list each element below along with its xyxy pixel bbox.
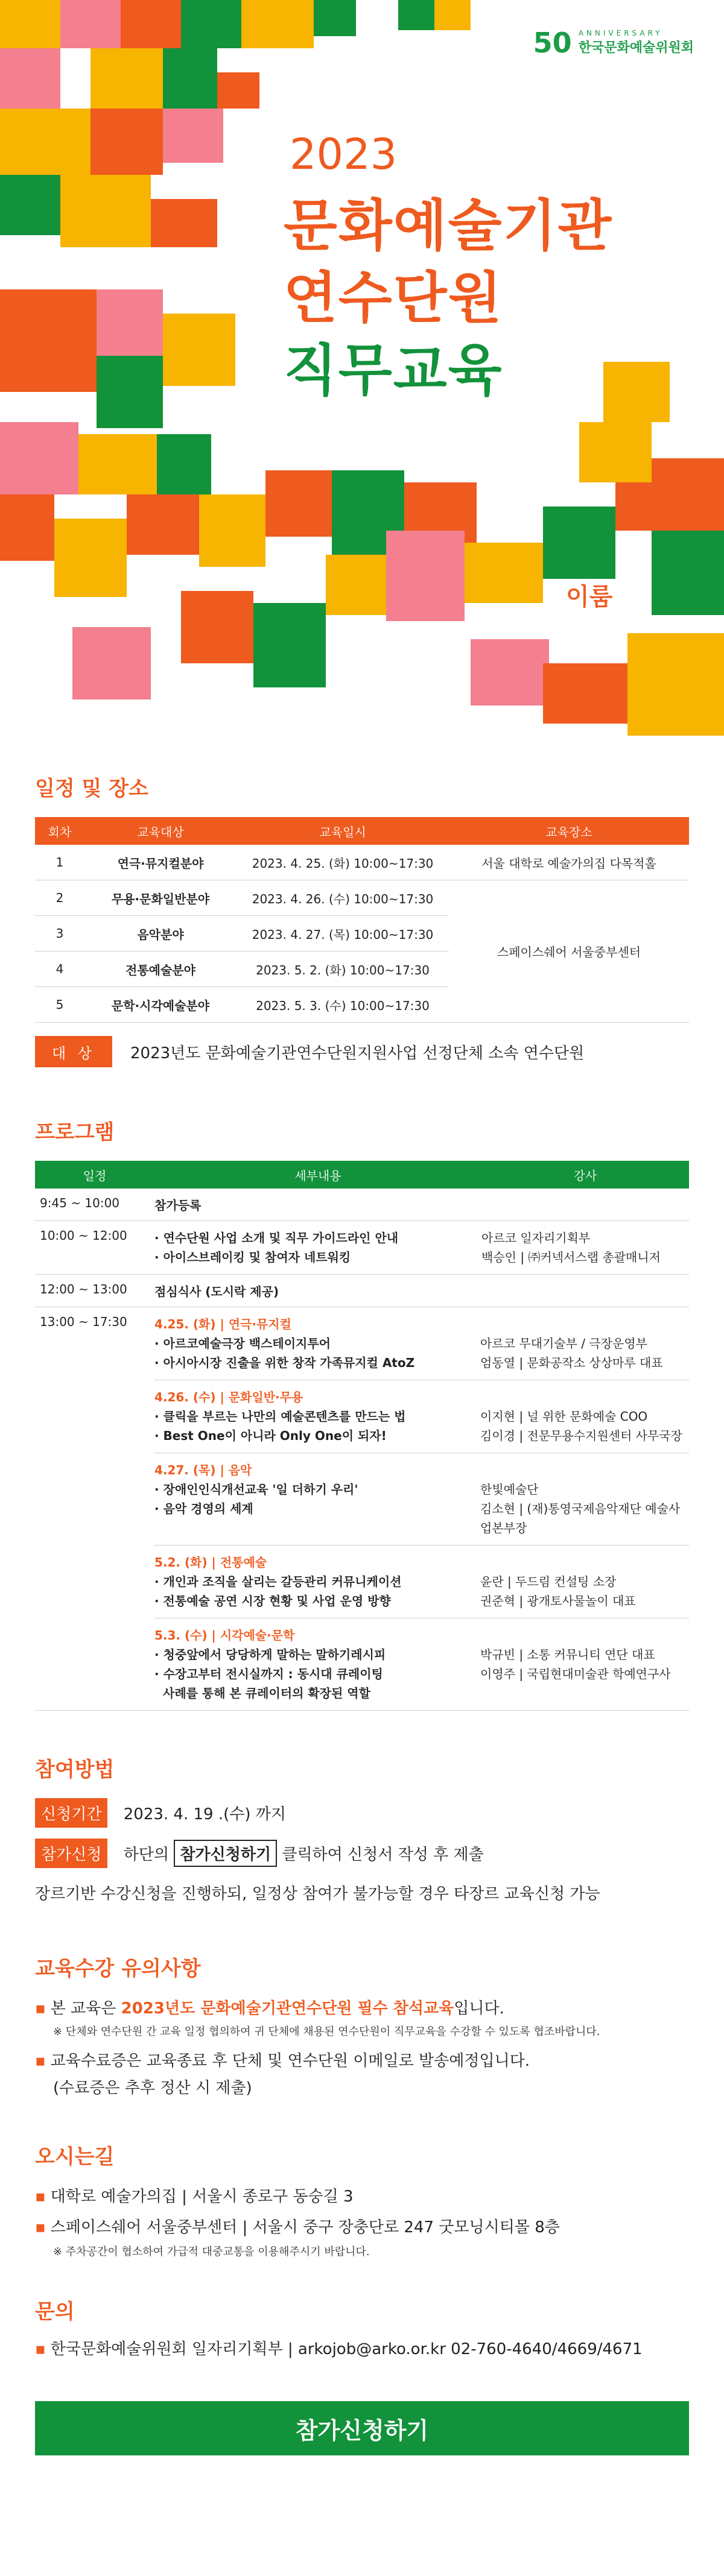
deco-block — [72, 627, 151, 699]
deco-block — [253, 603, 326, 687]
deco-block — [199, 494, 265, 567]
table-row: 12:00 ~ 13:00 점심식사 (도시락 제공) — [35, 1275, 689, 1307]
apply-inline-button[interactable]: 참가신청하기 — [174, 1840, 277, 1867]
deco-block — [163, 109, 223, 163]
col-header: 교육대상 — [84, 817, 237, 845]
target-label: 대 상 — [35, 1036, 112, 1067]
apply-button[interactable]: 참가신청하기 — [35, 2401, 689, 2455]
table-row: 1 연극·뮤지컬분야 2023. 4. 25. (화) 10:00~17:30 서울 대학로 예술가의집 다목적홀 — [35, 845, 689, 880]
deco-block — [265, 470, 332, 537]
deco-block — [54, 519, 127, 597]
participation-heading: 참여방법 — [35, 1758, 115, 1782]
deco-block — [0, 175, 60, 235]
col-header: 세부내용 — [154, 1161, 481, 1189]
apply-tag: 참가신청 — [35, 1839, 107, 1868]
hero-title-line1: 문화예술기관 — [284, 194, 613, 258]
deco-block — [157, 434, 211, 494]
deco-block — [78, 434, 157, 494]
table-row: 3 음악분야 2023. 4. 27. (목) 10:00~17:30 — [35, 916, 689, 952]
deco-block — [627, 633, 724, 736]
deco-block — [181, 591, 253, 663]
table-row: 13:00 ~ 17:30 4.25. (화) | 연극·뮤지컬 · 아르코예술극장 백스테이지투어 · 아시아시장 진출을 위한 창작 가족뮤지컬 AtoZ 아르코 무대기술부 / 극장운영부 엄동열 | 문화공작소 상상마루 대표 4.26. (수) | 문화일반·무용 · 클릭을 부르는 나만의 예술콘텐츠를 만드는 법 · Best One이 아니라 Only One이 되자! 이지현 | 널 위한 문화예술 COO 김이경 | 전문무용수지원센터 사무국장 4.27. (목) | 음악 · 장애인인식개선교육 '일 더하기 우리' · 음악 경영의 세계 한빛예술단 김소현 | (재)통영국제음악재단 예술사업본부장 5.2. (화) | 전통예술 · 개인과 조직을 살리는 갈등관리 커뮤니케이션 · 전통예술 공연 시장 현황 및 사업 운영 방향 윤란 | 두드림 컨설팅 소장 권준혁 | 광개토사물놀이 대표 5.3. (수) | 시각예술·문학 · 청중앞에서 당당하게 말하는 말하기레시피 · 수장고부터 전시실까지 : 동시대 큐레이팅 사례를 통해 본 큐레이터의 확장된 역할 박규빈 | 소통 커뮤니티 연단 대표 이영주 | 국립현대미술관 학예연구사 — [35, 1307, 689, 1711]
deco-block — [181, 0, 241, 48]
directions-heading: 오시는길 — [35, 2145, 115, 2169]
period-value: 2023. 4. 19 .(수) 까지 — [123, 1805, 287, 1823]
deco-block — [60, 175, 151, 247]
table-row: 5 문학·시각예술분야 2023. 5. 3. (수) 10:00~17:30 — [35, 987, 689, 1023]
deco-block — [579, 422, 652, 482]
col-header: 강사 — [481, 1161, 689, 1189]
col-header: 교육일시 — [237, 817, 449, 845]
table-row: 4 전통예술분야 2023. 5. 2. (화) 10:00~17:30 — [35, 952, 689, 987]
deco-block — [465, 543, 543, 603]
deco-block — [97, 356, 163, 428]
deco-block — [434, 0, 471, 30]
deco-block — [0, 48, 60, 109]
bullet-icon: ▪ — [35, 2340, 46, 2358]
program-section — [0, 1116, 724, 1711]
deco-block — [60, 0, 121, 48]
contact-heading: 문의 — [35, 2300, 75, 2324]
notice-heading: 교육수강 유의사항 — [35, 1957, 201, 1981]
table-row: 10:00 ~ 12:00 · 연수단원 사업 소개 및 직무 가이드라인 안내 · 아이스브레이킹 및 참여자 네트워킹 아르코 일자리기획부 백승인 | ㈜커넥서스랩 총괄매니저 — [35, 1221, 689, 1275]
deco-block — [0, 109, 91, 175]
deco-block — [0, 422, 78, 494]
bullet-icon: ▪ — [35, 2188, 46, 2206]
schedule-section — [0, 772, 724, 1067]
schedule-table — [35, 817, 689, 1023]
directions-section: 오시는길 ▪ 대학로 예술가의집 | 서울시 종로구 동숭길 3 ▪ 스페이스쉐어 서울중부센터 | 서울시 중구 장충단로 247 굿모닝시티몰 8층 ※ 주차공간이 협소하여 가급적 대중교통을 이용해주시기 바랍니다. — [0, 2140, 724, 2259]
arko-50th-logo — [533, 26, 694, 59]
participation-note: 장르기반 수강신청을 진행하되, 일정상 참여가 불가능할 경우 타장르 교육신청 가능 — [35, 1885, 600, 1903]
table-row: 9:45 ~ 10:00 참가등록 — [35, 1189, 689, 1221]
deco-block — [326, 555, 386, 615]
participation-section: 참여방법 신청기간 2023. 4. 19 .(수) 까지 참가신청 하단의 참가신청하기 클릭하여 신청서 작성 후 제출 장르기반 수강신청을 진행하되, 일정상 참여가 불가능할 경우 타장르 교육신청 가능 — [0, 1753, 724, 1904]
deco-block — [652, 531, 724, 615]
bullet-icon: ▪ — [35, 2218, 46, 2237]
logo-anniversary: ANNIVERSARY — [578, 29, 663, 37]
deco-block — [398, 0, 434, 30]
deco-block — [91, 109, 163, 175]
hero-title-line2: 연수단원 — [284, 266, 503, 330]
col-header: 교육장소 — [449, 817, 689, 845]
iroom-badge: 이룸 — [566, 583, 613, 611]
program-heading: 프로그램 — [35, 1120, 115, 1144]
program-table — [35, 1161, 689, 1711]
deco-block — [543, 507, 615, 579]
deco-block — [0, 289, 97, 392]
deco-block — [241, 0, 314, 48]
deco-block — [471, 639, 549, 706]
schedule-heading: 일정 및 장소 — [35, 777, 148, 801]
table-row: 2 무용·문화일반분야 2023. 4. 26. (수) 10:00~17:30 스페이스쉐어 서울중부센터 — [35, 880, 689, 916]
logo-mark: 50 — [533, 26, 572, 59]
deco-block — [0, 0, 60, 48]
target-row — [35, 1036, 689, 1067]
deco-block — [314, 0, 356, 36]
bullet-icon: ▪ — [35, 2052, 46, 2070]
deco-block — [386, 531, 465, 621]
deco-block — [127, 494, 199, 555]
deco-block — [0, 494, 54, 561]
col-header: 일정 — [35, 1161, 154, 1189]
target-value: 2023년도 문화예술기관연수단원지원사업 선정단체 소속 연수단원 — [130, 1044, 585, 1062]
bullet-icon: ▪ — [35, 2000, 46, 2018]
contact-section: 문의 ▪ 한국문화예술위원회 일자리기획부 | arkojob@arko.or.kr 02-760-4640/4669/4671 — [0, 2295, 724, 2359]
hero-year: 2023 — [290, 130, 398, 179]
deco-block — [163, 314, 235, 386]
notice-section: 교육수강 유의사항 ▪ 본 교육은 2023년도 문화예술기관연수단원 필수 참석교육입니다. ※ 단체와 연수단원 간 교육 일정 협의하여 귀 단체에 채용된 연수단원이 직무교육을 수강할 수 있도록 협조바랍니다. ▪ 교육수료증은 교육종료 후 단체 및 연수단원 이메일로 발송예정입니다. (수료증은 추후 정산 시 제출) — [0, 1952, 724, 2098]
deco-block — [163, 48, 217, 109]
program-subtable: 4.25. (화) | 연극·뮤지컬 · 아르코예술극장 백스테이지투어 · 아시아시장 진출을 위한 창작 가족뮤지컬 AtoZ 아르코 무대기술부 / 극장운영부 엄동열 | 문화공작소 상상마루 대표 4.26. (수) | 문화일반·무용 · 클릭을 부르는 나만의 예술콘텐츠를 만드는 법 · Best One이 아니라 Only One이 되자! 이지현 | 널 위한 문화예술 COO 김이경 | 전문무용수지원센터 사무국장 4.27. (목) | 음악 · 장애인인식개선교육 '일 더하기 우리' · 음악 경영의 세계 한빛예술단 김소현 | (재)통영국제음악재단 예술사업본부장 5.2. (화) | 전통예술 · 개인과 조직을 살리는 갈등관리 커뮤니케이션 · 전통예술 공연 시장 현황 및 사업 운영 방향 윤란 | 두드림 컨설팅 소장 권준혁 | 광개토사물놀이 대표 5.3. (수) | 시각예술·문학 · 청중앞에서 당당하게 말하는 말하기레시피 · 수장고부터 전시실까지 : 동시대 큐레이팅 사례를 통해 본 큐레이터의 확장된 역할 박규빈 | 소통 커뮤니티 연단 대표 이영주 | 국립현대미술관 학예연구사 — [154, 1307, 689, 1710]
deco-block — [543, 663, 627, 724]
col-header: 회차 — [35, 817, 84, 845]
deco-block — [151, 199, 217, 247]
deco-block — [121, 0, 181, 48]
deco-block — [97, 289, 163, 356]
hero-banner — [0, 0, 724, 736]
hero-title-line3: 직무교육 — [284, 338, 503, 403]
logo-org-name: 한국문화예술위원회 — [578, 40, 694, 55]
period-tag: 신청기간 — [35, 1798, 107, 1828]
deco-block — [603, 362, 670, 422]
deco-block — [217, 72, 259, 109]
deco-block — [91, 48, 163, 109]
